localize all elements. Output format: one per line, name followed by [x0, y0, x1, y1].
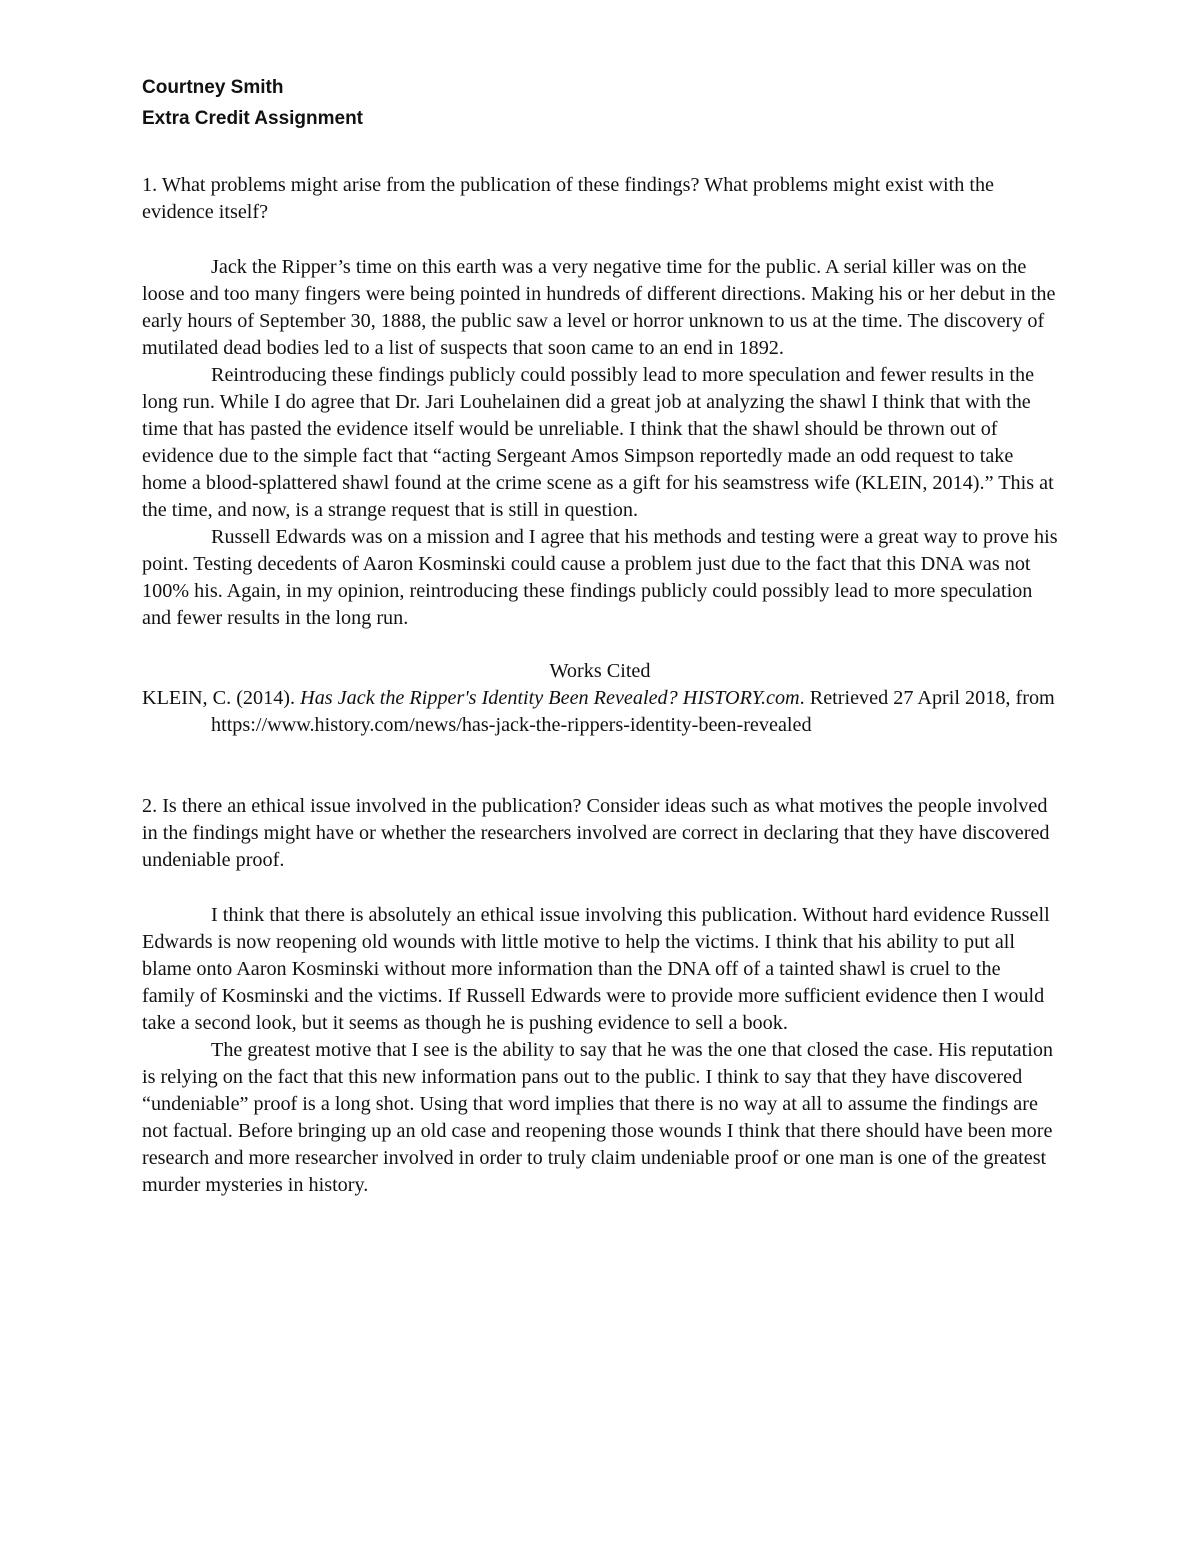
- section-1: [142, 172, 1058, 632]
- works-cited-title: Works Cited: [549, 660, 651, 682]
- section1-paragraph-2: Reintroducing these findings publicly could possibly lead to more speculation and fewer results in the long run. While I do agree that Dr. Jari Louhelainen did a great job at analyzing the shawl I think that with the time that has pasted the evidence itself would be unreliable. I think that the shawl should be thrown out of evidence due to the simple fact that “acting Sergeant Amos Simpson reportedly made an odd request to take home a blood-splattered shawl found at the crime scene as a gift for his seamstress wife (KLEIN, 2014).” This at the time, and now, is a strange request that is still in question.: [142, 364, 1054, 521]
- question-2: 2. Is there an ethical issue involved in the publication? Consider ideas such as what motives the people involved in the findings might have or whether the researchers involved are correct in declaring that they have discovered undeniable proof.: [142, 795, 1050, 871]
- citation-retrieval: . Retrieved 27 April 2018, from https://www.history.com/news/has-jack-the-rippers-identity-been-revealed: [211, 687, 1055, 736]
- section2-paragraph-1: I think that there is absolutely an ethical issue involving this publication. Without hard evidence Russell Edwards is now reopening old wounds with little motive to help the victims. I think that his ability to put all blame onto Aaron Kosminski without more information than the DNA off of a tainted shawl is cruel to the family of Kosminski and the victims. If Russell Edwards were to provide more sufficient evidence then I would take a second look, but it seems as though he is pushing evidence to sell a book.: [142, 904, 1050, 1034]
- section-2: [142, 793, 1058, 1199]
- question-1: 1. What problems might arise from the publication of these findings? What problems might exist with the evidence itself?: [142, 174, 995, 223]
- author-name: Courtney Smith: [142, 77, 284, 98]
- section1-paragraph-1: Jack the Ripper’s time on this earth was a very negative time for the public. A serial killer was on the loose and too many fingers were being pointed in hundreds of different directions. Making his or her debut in the early hours of September 30, 1888, the public saw a level or horror unknown to us at the time. The discovery of mutilated dead bodies led to a list of suspects that soon came to an end in 1892.: [142, 256, 1056, 359]
- assignment-title: Extra Credit Assignment: [142, 108, 364, 129]
- citation-author: KLEIN, C. (2014).: [142, 687, 301, 709]
- document-page: [142, 72, 1058, 1199]
- citation-source-title: Has Jack the Ripper's Identity Been Revealed? HISTORY.com: [300, 687, 800, 709]
- works-cited: [142, 658, 1058, 739]
- citation-entry: [142, 685, 1058, 739]
- section2-paragraph-2: The greatest motive that I see is the ability to say that he was the one that closed the case. His reputation is relying on the fact that this new information pans out to the public. I think to say that they have discovered “undeniable” proof is a long shot. Using that word implies that there is no way at all to assume the findings are not factual. Before bringing up an old case and reopening those wounds I think that there should have been more research and more researcher involved in order to truly claim undeniable proof or one man is one of the greatest murder mysteries in history.: [142, 1039, 1054, 1196]
- document-header: [142, 72, 1058, 134]
- section1-paragraph-3: Russell Edwards was on a mission and I agree that his methods and testing were a great way to prove his point. Testing decedents of Aaron Kosminski could cause a problem just due to the fact that this DNA was not 100% his. Again, in my opinion, reintroducing these findings publicly could possibly lead to more speculation and fewer results in the long run.: [142, 526, 1058, 629]
